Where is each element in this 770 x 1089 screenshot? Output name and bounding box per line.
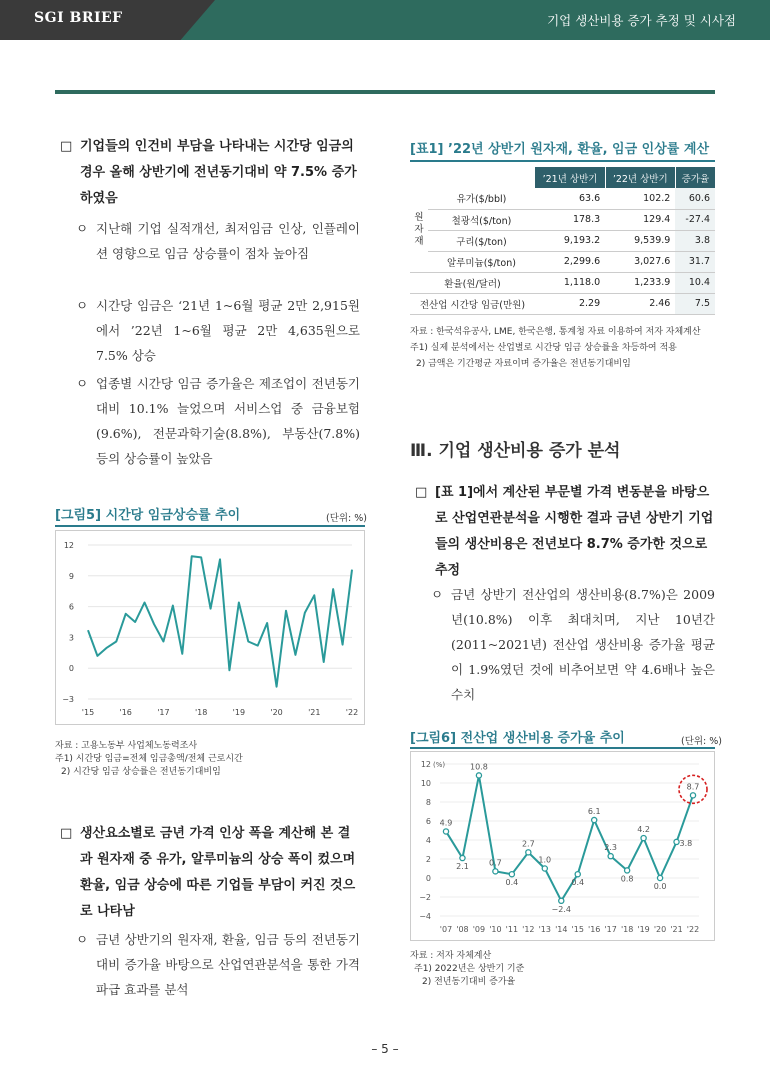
list-item: [76, 293, 360, 368]
cell: 2.29: [535, 293, 605, 314]
x-tick-label: '08: [456, 925, 469, 934]
y-tick-label: 3: [68, 633, 74, 643]
data-point: [526, 850, 531, 855]
table-row: [410, 230, 715, 251]
x-tick-label: '19: [232, 708, 246, 717]
y-tick-label: 2: [425, 855, 431, 864]
note-line: 2) 금액은 기간평균 자료이며 증가율은 전년동기대비임: [416, 359, 631, 369]
table-header-row: [410, 167, 715, 188]
paragraph-result: [415, 480, 715, 584]
note-line: 주1) 실제 분석에서는 산업별로 시간당 임금 상승률을 차등하여 적용: [410, 343, 677, 353]
data-point: [493, 869, 498, 874]
data-point: [690, 793, 695, 798]
x-tick-label: '22: [686, 925, 700, 934]
data-point: [575, 872, 580, 877]
data-point: [608, 854, 613, 859]
list-item: [76, 371, 360, 471]
brand-label: SGI BRIEF: [34, 10, 123, 26]
table-row: [410, 272, 715, 293]
cell: 129.4: [605, 209, 675, 230]
x-tick-label: '13: [538, 925, 551, 934]
table-row: [410, 209, 715, 230]
x-tick-label: '15: [81, 708, 95, 717]
cell: 1,118.0: [535, 272, 605, 293]
circle-bullet: ㅇ: [76, 932, 89, 947]
data-label: 0.8: [620, 874, 634, 884]
x-tick-label: '16: [588, 925, 601, 934]
list-item-text: 업종별 시간당 임금 증가율은 제조업이 전년동기대비 10.1% 늘었으며 서비스업 중 금융보험(9.6%), 전문과학기술(8.8%), 부동산(7.8%) 등의 상승률이 높았음: [96, 376, 360, 466]
circle-bullet: ㅇ: [76, 298, 89, 313]
note-line: 자료 : 저자 자체계산: [410, 951, 492, 961]
list-item: [431, 582, 715, 707]
fig6-svg: [411, 752, 714, 940]
header-title: 기업 생산비용 증가 추정 및 시사점: [547, 13, 736, 28]
fig6-unit: (단위: %): [681, 736, 723, 747]
data-label: −2.4: [551, 904, 571, 914]
x-tick-label: '07: [439, 925, 453, 934]
circle-bullet: ㅇ: [431, 587, 444, 602]
data-point: [460, 855, 465, 860]
note-line: 주1) 시간당 임금=전체 임금총액/전체 근로시간: [55, 754, 243, 764]
fig6-rule: [410, 747, 715, 749]
x-tick-label: '21: [308, 708, 321, 717]
paragraph-text: 생산요소별로 금년 가격 인상 폭을 계산해 본 결과 원자재 중 유가, 알루미늄의 상승 폭이 컸으며 환율, 임금 상승에 따른 기업들 부담이 커진 것으로 나타남: [80, 826, 356, 919]
y-unit-label: (%): [433, 761, 446, 769]
data-point: [592, 817, 597, 822]
y-tick-label: −4: [419, 912, 431, 921]
list-item-text: 시간당 임금은 ‘21년 1~6월 평균 2만 2,915원에서 ’22년 1~6월 평균 2만 4,635원으로 7.5% 상승: [96, 298, 360, 363]
box-bullet: □: [60, 826, 73, 841]
cell: 9,193.2: [535, 230, 605, 251]
cell: 178.3: [535, 209, 605, 230]
x-tick-label: '22: [345, 708, 359, 717]
note-line: 2) 전년동기대비 증가율: [422, 977, 516, 987]
column-header: ’22년 상반기: [605, 167, 675, 188]
cell: 2.46: [605, 293, 675, 314]
y-tick-label: 0: [68, 664, 74, 674]
y-tick-label: 9: [68, 571, 74, 581]
fig5-unit: (단위: %): [326, 513, 368, 524]
data-label: 1.0: [538, 855, 552, 865]
page-header: [0, 0, 770, 40]
box-bullet: □: [415, 485, 428, 500]
data-point: [476, 773, 481, 778]
column-header: 증가율: [675, 167, 715, 188]
x-tick-label: '14: [555, 925, 568, 934]
x-tick-label: '21: [670, 925, 683, 934]
data-label: 8.7: [686, 782, 700, 792]
table1: [410, 167, 715, 315]
group-label-char: 자: [414, 223, 424, 235]
fig5-rule: [55, 525, 365, 527]
data-label: 2.1: [456, 862, 469, 872]
list-item-text: 금년 상반기의 원자재, 환율, 임금 등의 전년동기대비 증가율 바탕으로 산업연관분석을 통한 가격파급 효과를 분석: [96, 932, 360, 997]
y-tick-label: 6: [425, 817, 431, 826]
y-tick-label: 12: [420, 760, 431, 769]
row-label: 알루미늄($/ton): [428, 251, 535, 272]
data-label: 6.1: [587, 807, 601, 817]
group-label: [410, 188, 428, 272]
section-heading: Ⅲ. 기업 생산비용 증가 분석: [410, 441, 621, 461]
data-point: [559, 898, 564, 903]
row-label: 철광석($/ton): [428, 209, 535, 230]
data-point: [542, 866, 547, 871]
group-label-char: 재: [414, 235, 424, 247]
table1-rule: [410, 160, 715, 162]
table-row: [410, 293, 715, 314]
column-header: ’21년 상반기: [535, 167, 605, 188]
list-item: [76, 927, 360, 1002]
data-label: 0.7: [489, 858, 502, 868]
cell: 3,027.6: [605, 251, 675, 272]
cell: 2,299.6: [535, 251, 605, 272]
row-label: 환율(원/달러): [410, 272, 535, 293]
rate-cell: 3.8: [675, 230, 715, 251]
page-number: – 5 –: [371, 1042, 399, 1056]
y-tick-label: 12: [63, 541, 74, 550]
note-line: 자료 : 고용노동부 사업체노동력조사: [55, 741, 198, 751]
data-point: [657, 875, 662, 880]
data-label: 0.4: [571, 878, 585, 888]
x-tick-label: '19: [637, 925, 650, 934]
cell: 9,539.9: [605, 230, 675, 251]
x-tick-label: '10: [489, 925, 502, 934]
fig6-chart: [410, 751, 715, 941]
paragraph-text: 기업들의 인건비 부담을 나타내는 시간당 임금의 경우 올해 상반기에 전년동기대비 약 7.5% 증가하였음: [80, 139, 357, 206]
list-item: [76, 216, 360, 266]
x-tick-label: '15: [571, 925, 584, 934]
data-point: [443, 829, 448, 834]
header-rule: [55, 90, 715, 94]
x-tick-label: '17: [157, 708, 170, 717]
data-label: 2.7: [521, 839, 535, 849]
circle-bullet: ㅇ: [76, 221, 89, 236]
y-tick-label: 10: [420, 779, 431, 788]
data-point: [641, 836, 646, 841]
fig5-svg: [56, 531, 364, 724]
data-point: [509, 872, 514, 877]
x-tick-label: '12: [522, 925, 535, 934]
note-line: 2) 시간당 임금 상승률은 전년동기대비임: [61, 767, 221, 777]
note-line: 자료 : 한국석유공사, LME, 한국은행, 통계청 자료 이용하여 저자 자체계산: [410, 327, 701, 337]
data-label: 0.0: [653, 882, 667, 891]
fig5-title: [그림5] 시간당 임금상승률 추이: [55, 508, 241, 523]
row-label: 전산업 시간당 임금(만원): [410, 293, 535, 314]
rate-cell: 60.6: [675, 188, 715, 209]
box-bullet: □: [60, 139, 73, 154]
table1-notes: [410, 326, 701, 371]
x-tick-label: '16: [119, 708, 132, 717]
data-label: 2.3: [604, 843, 618, 853]
data-label: 4.9: [439, 818, 453, 828]
note-line: 주1) 2022년은 상반기 기준: [414, 964, 525, 974]
cell: 63.6: [535, 188, 605, 209]
data-label: 10.8: [470, 762, 488, 772]
rate-cell: 10.4: [675, 272, 715, 293]
list-item-text: 금년 상반기 전산업의 생산비용(8.7%)은 2009년(10.8%) 이후 최대치며, 지난 10년간(2011~2021년) 전산업 생산비용 증가율 평균이 1.9%였던 것에 비추어보면 약 4.6배나 높은 수치: [451, 587, 715, 702]
x-tick-label: '20: [270, 708, 283, 717]
fig6-notes: [410, 950, 524, 989]
table-corner: [410, 167, 535, 188]
paragraph-text: [표 1]에서 계산된 부문별 가격 변동분을 바탕으로 산업연관분석을 시행한 결과 금년 상반기 기업들의 생산비용은 전년보다 8.7% 증가한 것으로 추정: [435, 485, 714, 578]
x-tick-label: '20: [653, 925, 667, 934]
y-tick-label: −3: [62, 695, 74, 704]
row-label: 구리($/ton): [428, 230, 535, 251]
rate-cell: 7.5: [675, 293, 715, 314]
rate-cell: 31.7: [675, 251, 715, 272]
list-item-text: 지난해 기업 실적개선, 최저임금 인상, 인플레이션 영향으로 임금 상승률이 점차 높아짐: [96, 221, 360, 261]
y-tick-label: 6: [68, 602, 74, 612]
data-point: [674, 839, 679, 844]
data-label: 3.8: [679, 838, 693, 848]
x-tick-label: '09: [472, 925, 486, 934]
row-label: 유가($/bbl): [428, 188, 535, 209]
y-tick-label: 4: [425, 836, 431, 845]
y-tick-label: 8: [425, 798, 431, 807]
group-label-text: [410, 212, 428, 248]
data-label: 4.2: [637, 825, 650, 835]
fig6-title: [그림6] 전산업 생산비용 증가율 추이: [410, 731, 625, 746]
x-tick-label: '18: [194, 708, 208, 717]
x-tick-label: '18: [620, 925, 634, 934]
fig5-chart: [55, 530, 365, 725]
table-row: [410, 188, 715, 209]
table1-title: [표1] ’22년 상반기 원자재, 환율, 임금 인상률 계산: [410, 142, 710, 157]
table-row: [410, 251, 715, 272]
y-tick-label: −2: [419, 893, 431, 902]
paragraph-factors: [60, 821, 360, 925]
rate-cell: -27.4: [675, 209, 715, 230]
y-tick-label: 0: [425, 874, 431, 883]
x-tick-label: '17: [604, 925, 617, 934]
group-label-char: 원: [414, 211, 424, 223]
cell: 102.2: [605, 188, 675, 209]
data-point: [625, 868, 630, 873]
x-tick-label: '11: [505, 925, 519, 934]
paragraph-wage: [60, 134, 360, 212]
cell: 1,233.9: [605, 272, 675, 293]
circle-bullet: ㅇ: [76, 376, 89, 391]
data-label: 0.4: [505, 878, 519, 888]
fig5-notes: [55, 740, 243, 779]
